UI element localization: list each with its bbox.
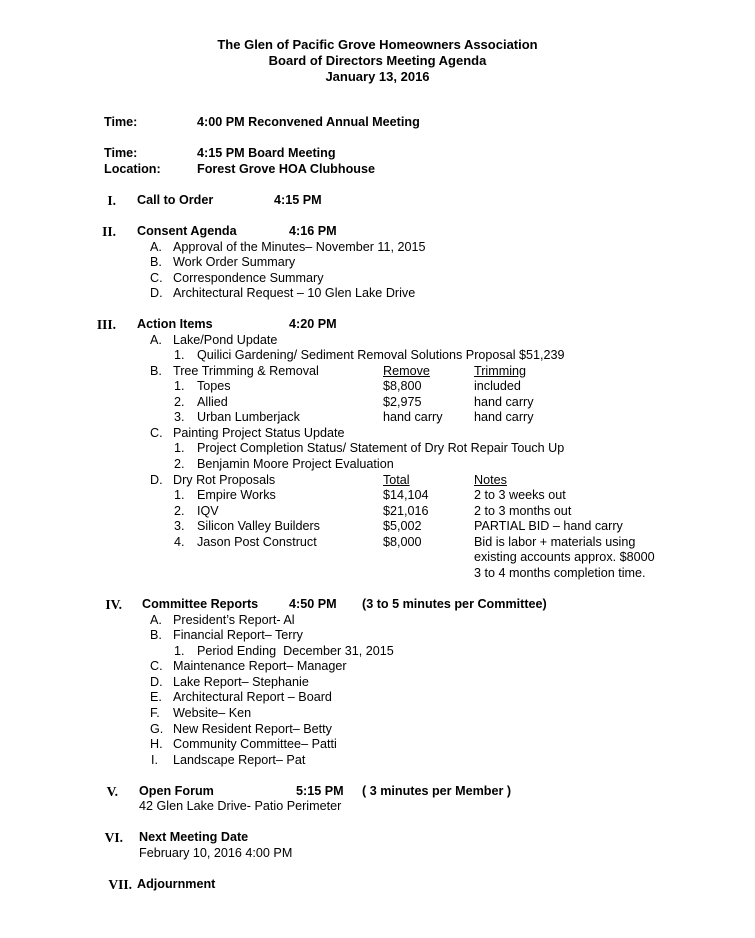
section-title: Call to Order [137, 193, 214, 207]
list-marker: B. [150, 255, 162, 269]
vendor-name: Allied [197, 395, 228, 409]
notes-value: 2 to 3 weeks out [474, 488, 566, 502]
section-detail: 42 Glen Lake Drive- Patio Perimeter [139, 799, 342, 813]
section-title: Committee Reports [142, 597, 259, 611]
notes-value: Bid is labor + materials using [474, 535, 636, 549]
section-number: VII. [108, 877, 132, 892]
column-header: Remove [383, 364, 430, 378]
sub-item: Period Ending December 31, 2015 [197, 644, 394, 658]
list-marker: B. [150, 628, 162, 642]
sub-marker: 4. [174, 535, 185, 549]
org-title: The Glen of Pacific Grove Homeowners Association [217, 37, 538, 52]
section-number: III. [96, 317, 116, 332]
section-title: Action Items [137, 317, 213, 331]
list-item: Lake Report– Stephanie [173, 675, 309, 689]
sub-marker: 2. [174, 457, 185, 471]
list-item: Painting Project Status Update [173, 426, 345, 440]
vendor-name: Silicon Valley Builders [197, 519, 320, 533]
section-number: II. [102, 224, 116, 239]
notes-value: PARTIAL BID – hand carry [474, 519, 623, 533]
list-item: President’s Report- Al [173, 613, 295, 627]
list-marker: E. [150, 690, 162, 704]
sub-item: Quilici Gardening/ Sediment Removal Solutions Proposal $51,239 [197, 348, 565, 362]
section-number: IV. [105, 597, 122, 612]
section-detail: February 10, 2016 4:00 PM [139, 846, 293, 860]
total-value: $14,104 [383, 488, 429, 502]
list-marker: A. [150, 613, 162, 627]
location-label: Location: [104, 162, 161, 176]
list-marker: C. [150, 426, 163, 440]
total-value: $21,016 [383, 504, 429, 518]
list-marker: C. [150, 659, 163, 673]
document-title: Board of Directors Meeting Agenda [268, 53, 487, 68]
list-marker: C. [150, 271, 163, 285]
list-marker: B. [150, 364, 162, 378]
list-item: Dry Rot Proposals [173, 473, 276, 487]
column-header: Total [383, 473, 410, 487]
section-title: Next Meeting Date [139, 830, 249, 844]
list-marker: I. [151, 753, 158, 767]
total-value: $5,002 [383, 519, 422, 533]
list-item: Architectural Report – Board [173, 690, 332, 704]
trimming-value: included [474, 379, 521, 393]
notes-value: 2 to 3 months out [474, 504, 572, 518]
list-marker: G. [150, 722, 164, 736]
vendor-name: Empire Works [197, 488, 276, 502]
sub-marker: 1. [174, 379, 185, 393]
list-item: Maintenance Report– Manager [173, 659, 347, 673]
sub-marker: 2. [174, 395, 185, 409]
section-number: VI. [104, 830, 123, 845]
list-item: Work Order Summary [173, 255, 296, 269]
location-value: Forest Grove HOA Clubhouse [197, 162, 375, 176]
list-item: Website– Ken [173, 706, 252, 720]
list-marker: A. [150, 333, 162, 347]
list-marker: H. [150, 737, 163, 751]
section-time: 4:20 PM [289, 317, 337, 331]
list-item: Architectural Request – 10 Glen Lake Drive [173, 286, 416, 300]
sub-marker: 1. [174, 348, 185, 362]
list-item: Correspondence Summary [173, 271, 324, 285]
sub-item: Project Completion Status/ Statement of Dry Rot Repair Touch Up [197, 441, 565, 455]
list-marker: D. [150, 675, 163, 689]
list-marker: D. [150, 286, 163, 300]
time-label: Time: [104, 146, 138, 160]
vendor-name: Jason Post Construct [197, 535, 317, 549]
list-item: Approval of the Minutes– November 11, 2015 [173, 240, 426, 254]
section-time: 4:16 PM [289, 224, 337, 238]
list-item: Community Committee– Patti [173, 737, 337, 751]
list-item: New Resident Report– Betty [173, 722, 332, 736]
list-marker: D. [150, 473, 163, 487]
vendor-name: Topes [197, 379, 231, 393]
sub-marker: 2. [174, 504, 185, 518]
section-time: 4:15 PM [274, 193, 322, 207]
time-value: 4:00 PM Reconvened Annual Meeting [197, 115, 420, 129]
sub-marker: 3. [174, 519, 185, 533]
remove-value: hand carry [383, 410, 443, 424]
section-number: V. [106, 784, 118, 799]
list-marker: A. [150, 240, 162, 254]
section-time: 5:15 PM [296, 784, 344, 798]
list-item: Landscape Report– Pat [173, 753, 306, 767]
trimming-value: hand carry [474, 410, 534, 424]
column-header: Trimming [474, 364, 527, 378]
vendor-name: Urban Lumberjack [197, 410, 300, 424]
section-number: I. [107, 193, 116, 208]
trimming-value: hand carry [474, 395, 534, 409]
section-title: Adjournment [137, 877, 216, 891]
sub-marker: 1. [174, 644, 185, 658]
meeting-date: January 13, 2016 [325, 69, 430, 84]
list-item: Lake/Pond Update [173, 333, 278, 347]
section-title: Open Forum [139, 784, 214, 798]
column-header: Notes [474, 473, 507, 487]
section-note: ( 3 minutes per Member ) [362, 784, 512, 798]
sub-marker: 3. [174, 410, 185, 424]
list-item: Tree Trimming & Removal [173, 364, 319, 378]
section-title: Consent Agenda [137, 224, 237, 238]
notes-continuation: 3 to 4 months completion time. [474, 566, 646, 580]
remove-value: $8,800 [383, 379, 422, 393]
time-value: 4:15 PM Board Meeting [197, 146, 336, 160]
total-value: $8,000 [383, 535, 422, 549]
sub-marker: 1. [174, 441, 185, 455]
section-time: 4:50 PM [289, 597, 337, 611]
sub-item: Benjamin Moore Project Evaluation [197, 457, 394, 471]
time-label: Time: [104, 115, 138, 129]
notes-continuation: existing accounts approx. $8000 [474, 550, 655, 564]
list-item: Financial Report– Terry [173, 628, 303, 642]
remove-value: $2,975 [383, 395, 422, 409]
list-marker: F. [150, 706, 160, 720]
sub-marker: 1. [174, 488, 185, 502]
vendor-name: IQV [197, 504, 219, 518]
section-note: (3 to 5 minutes per Committee) [362, 597, 547, 611]
